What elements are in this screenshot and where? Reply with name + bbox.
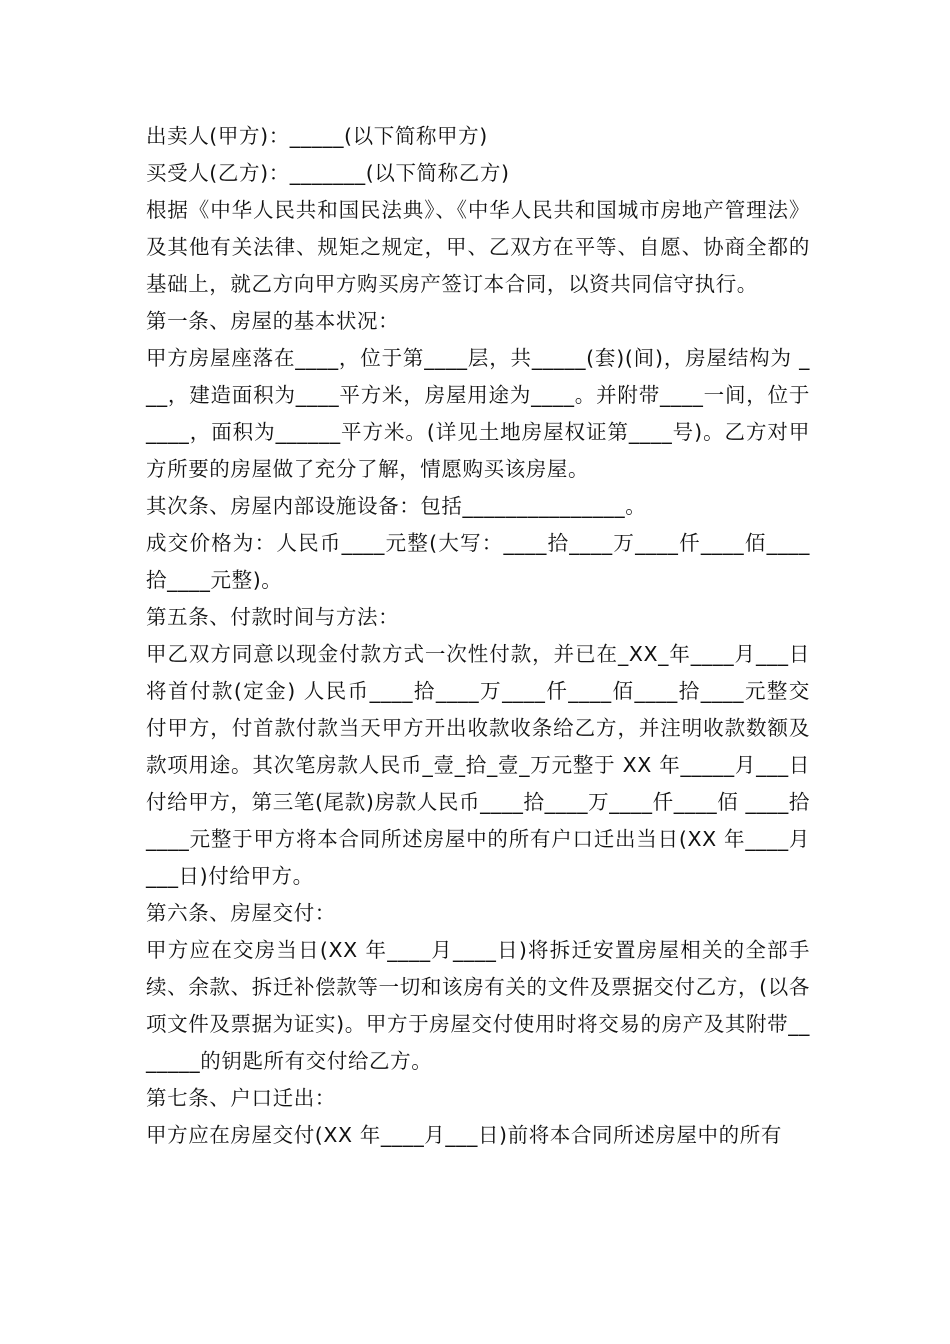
preamble-paragraph: 根据《中华人民共和国民法典》、《中华人民共和国城市房地产管理法》及其他有关法律、规矩之规定，甲、乙双方在平等、自愿、协商全都的基础上，就乙方向甲方购买房产签订本合同，以资共同信守执行。	[146, 198, 810, 296]
article-7-body: 甲方应在房屋交付(XX 年____月___日)前将本合同所述房屋中的所有	[146, 1123, 782, 1147]
article-5-body: 甲乙双方同意以现金付款方式一次性付款，并已在_XX_年____月___日将首付款(定金) 人民币____拾____万____仟____佰____拾____元整交付甲方，付首款付款当天甲方开出收款收条给乙方，并注明收款数额及款项用途。其次笔房款人民币_壹_拾_壹_万元整于 XX 年_____月___日付给甲方，第三笔(尾款)房款人民币____拾____万____仟____佰 ____拾____元整于甲方将本合同所述房屋中的所有户口迁出当日(XX 年____月___日)付给甲方。	[146, 642, 810, 888]
article-6-heading: 第六条、房屋交付：	[146, 901, 336, 925]
seller-line: 出卖人(甲方)：_____(以下简称甲方)	[146, 124, 488, 148]
document-body	[146, 118, 810, 1154]
article-7-heading: 第七条、户口迁出：	[146, 1086, 336, 1110]
buyer-line: 买受人(乙方)：_______(以下简称乙方)	[146, 161, 510, 185]
article-5-heading: 第五条、付款时间与方法：	[146, 605, 400, 629]
article-6-body: 甲方应在交房当日(XX 年____月____日)将拆迁安置房屋相关的全部手续、余款、拆迁补偿款等一切和该房有关的文件及票据交付乙方，(以各项文件及票据为证实)。甲方于房屋交付使用时将交易的房产及其附带_______的钥匙所有交付给乙方。	[146, 938, 810, 1073]
article-1-heading: 第一条、房屋的基本状况：	[146, 309, 400, 333]
price-paragraph: 成交价格为：人民币____元整(大写：____拾____万____仟____佰____拾____元整)。	[146, 531, 810, 592]
article-2-line: 其次条、房屋内部设施设备：包括_______________。	[146, 494, 647, 518]
article-1-body: 甲方房屋座落在____，位于第____层，共_____(套)(间)，房屋结构为 ___，建造面积为____平方米，房屋用途为____。并附带____一间，位于____，面积为______平方米。(详见土地房屋权证第____号)。乙方对甲方所要的房屋做了充分了解，情愿购买该房屋。	[146, 346, 810, 481]
